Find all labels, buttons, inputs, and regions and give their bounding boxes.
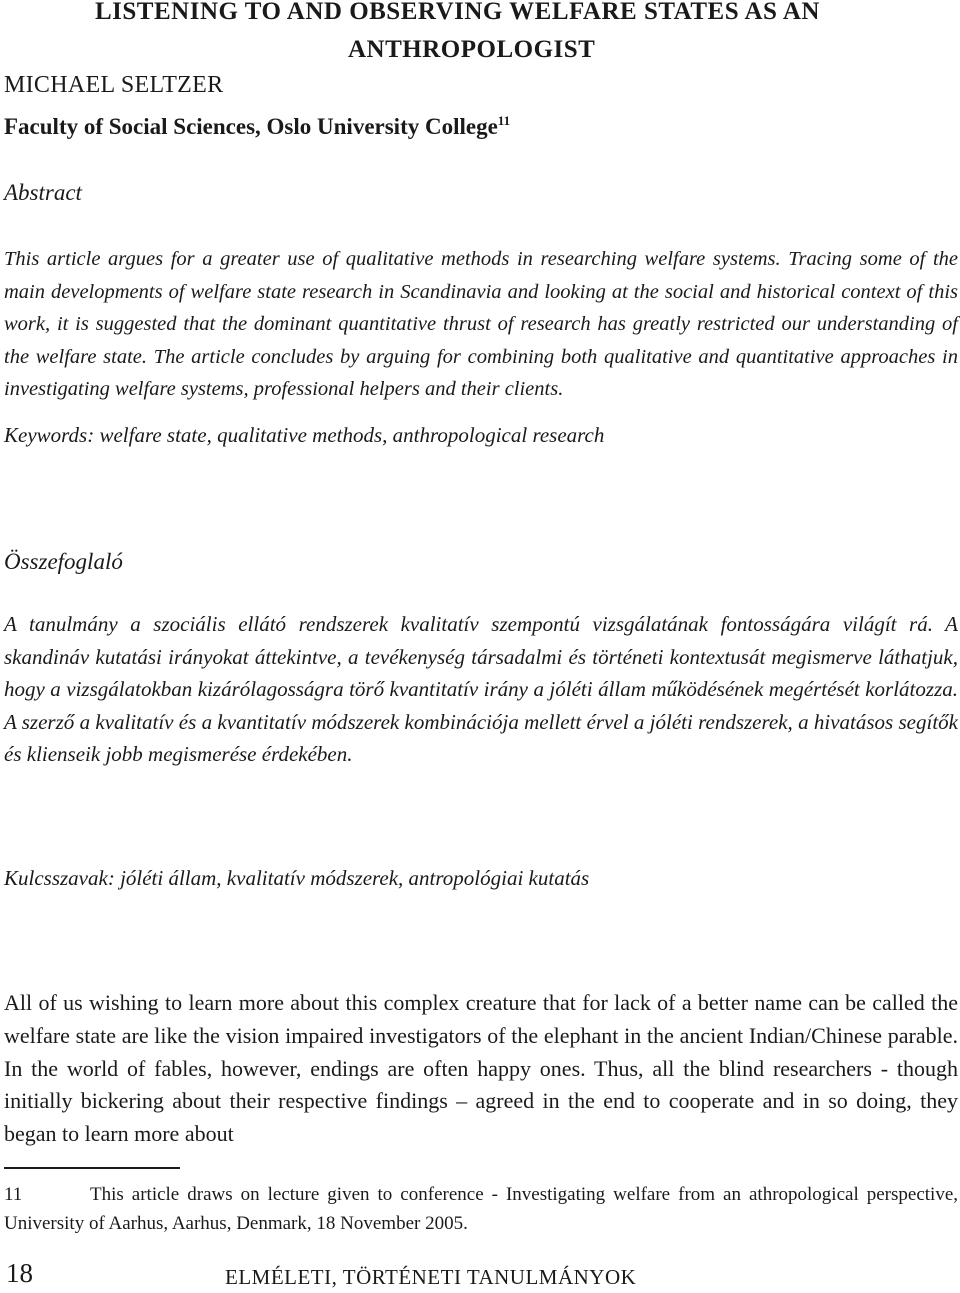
footnote-divider [4,1167,180,1169]
article-title-line-2: ANTHROPOLOGIST [348,36,596,63]
body-paragraph: All of us wishing to learn more about this complex creature that for lack of a better name can be called the welfare state are like the vision impaired investigators of the elephant in the ancient Indian/Chinese parable. In the world of fables, however, endings are often happy ones. Thus, all the blind researchers - though initially bickering about their respective findings – agreed in the end to cooperate and in so doing, they began to learn more about [4,990,958,1147]
author-affiliation [4,113,510,140]
author-name: MICHAEL SELTZER [4,72,224,98]
hungarian-summary-heading: Összefoglaló [4,549,123,574]
hungarian-summary-text: A tanulmány a szociális ellátó rendszerek kvalitatív szempontú vizsgálatának fontosságára világít rá. A skandináv kutatási irányokat áttekintve, a tevékenység társadalmi és történeti kontextusát megismerve láthatjuk, hogy a vizsgálatokban kizárólagosságra törő kvantitatív irány a jóléti állam működésének megértését korlátozza. A szerző a kvalitatív és a kvantitatív módszerek kombinációja mellett érvel a jóléti rendszerek, a hivatásos segítők és klienseik jobb megismerése érdekében. [4,612,958,766]
abstract-heading: Abstract [4,180,82,205]
abstract-keywords: Keywords: welfare state, qualitative methods, anthropological research [4,423,605,447]
hungarian-keywords: Kulcsszavak: jóléti állam, kvalitatív módszerek, antropológiai kutatás [4,866,590,890]
journal-name: ELMÉLETI, TÖRTÉNETI TANULMÁNYOK [225,1265,637,1289]
footnote-number: 11 [4,1184,23,1205]
page-number: 18 [6,1258,33,1288]
footnote-text: This article draws on lecture given to conference - Investigating welfare from an athropological perspective, University of Aarhus, Aarhus, Denmark, 18 November 2005. [4,1184,958,1234]
abstract-text: This article argues for a greater use of qualitative methods in researching welfare systems. Tracing some of the main developments of welfare state research in Scandinavia and looking at the social and historical context of this work, it is suggested that the dominant quantitative thrust of research has greatly restricted our understanding of the welfare state. The article concludes by arguing for combining both qualitative and quantitative approaches in investigating welfare systems, professional helpers and their clients. [4,248,958,400]
affiliation-footnote-ref: 11 [497,113,511,128]
affiliation-text: Faculty of Social Sciences, Oslo University College [4,114,498,139]
article-title-line-1: LISTENING TO AND OBSERVING WELFARE STATES AS AN [95,0,820,25]
footnote [4,1180,958,1238]
